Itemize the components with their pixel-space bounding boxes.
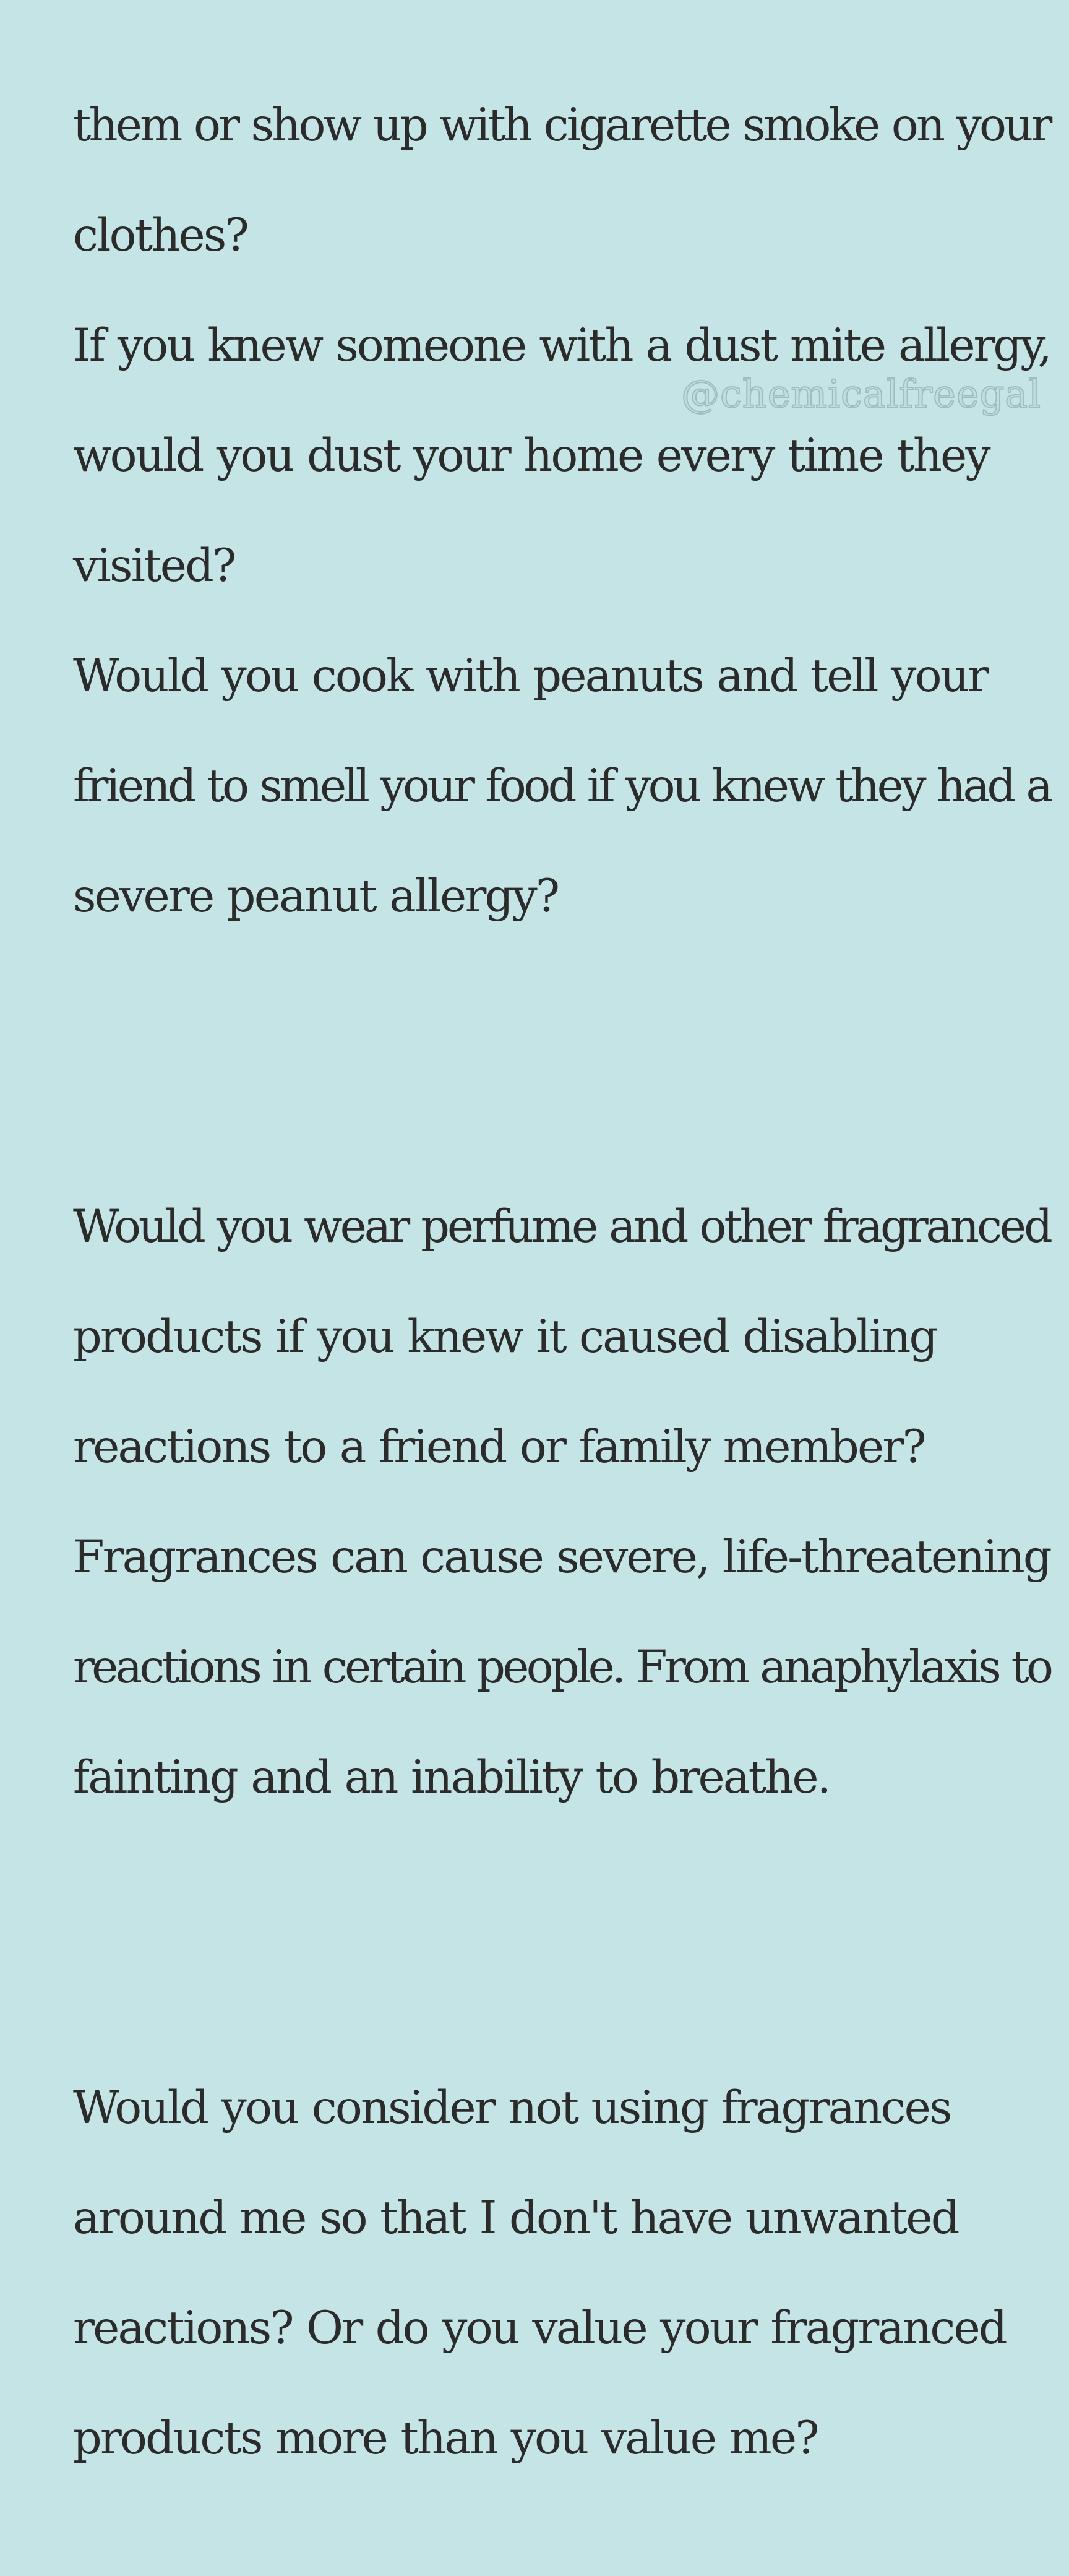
text-line: severe peanut allergy? (73, 870, 559, 923)
text-line: reactions in certain people. From anaphylaxis to (73, 1641, 1051, 1694)
paragraph-spacer (73, 1034, 1038, 1089)
paragraph-spacer (73, 1915, 1038, 1970)
watermark-handle: @chemicalfreegal (681, 371, 1041, 416)
text-line: around me so that I don't have unwanted (73, 2192, 958, 2244)
paragraph-2 (73, 1144, 1051, 1860)
text-line: clothes? (73, 209, 247, 262)
text-line: reactions? Or do you value your fragranced (73, 2302, 1006, 2354)
text-line: If you knew someone with a dust mite allergy, (73, 319, 1050, 372)
text-line: friend to smell your food if you knew they had a (73, 760, 1050, 812)
text-line: Would you cook with peanuts and tell your (73, 650, 988, 702)
text-line: them or show up with cigarette smoke on your (73, 99, 1050, 152)
text-line: Fragrances can cause severe, life-threatening (73, 1531, 1050, 1583)
text-line: reactions to a friend or family member? (73, 1421, 925, 1473)
text-line: visited? (73, 540, 235, 592)
text-line: products more than you value me? (73, 2412, 818, 2465)
text-line: Would you consider not using fragrances (73, 2082, 951, 2134)
text-line: Would you wear perfume and other fragranced (73, 1200, 1050, 1253)
paragraph-3 (73, 2025, 1038, 2521)
text-line: fainting and an inability to breathe. (73, 1751, 830, 1804)
text-line: would you dust your home every time they (73, 429, 989, 482)
paragraph-1 (73, 43, 1050, 979)
text-line: products if you knew it caused disabling (73, 1311, 937, 1363)
